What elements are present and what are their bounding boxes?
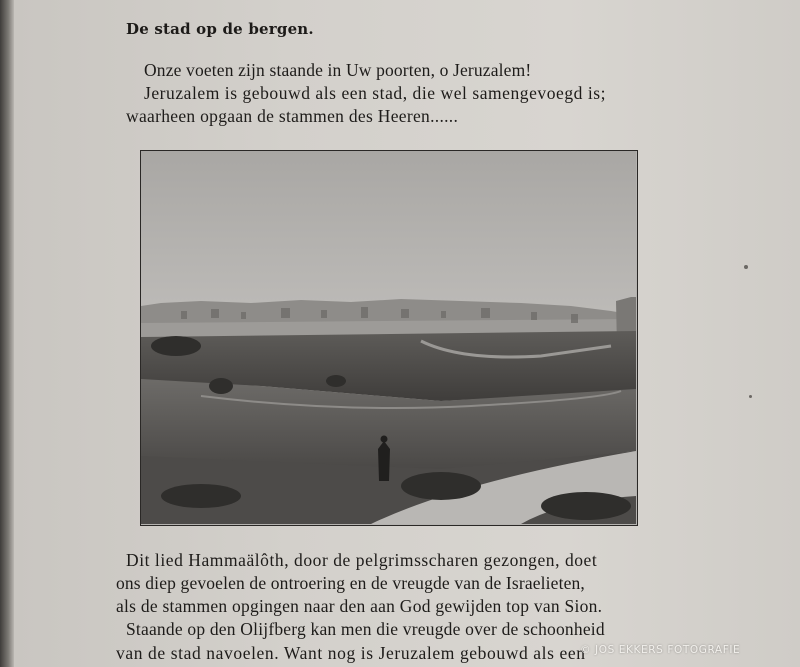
paper-spot xyxy=(749,395,752,398)
book-gutter xyxy=(0,0,14,667)
book-page xyxy=(14,0,800,667)
body-line: als de stammen opgingen naar den aan God gewijden top van Sion. xyxy=(116,596,603,616)
body-line: ons diep gevoelen de ontroering en de vreugde van de Israelieten, xyxy=(116,573,585,593)
jerusalem-photograph xyxy=(140,150,638,526)
intro-line: Jeruzalem is gebouwd als een stad, die wel samengevoegd is; xyxy=(144,83,607,103)
landscape-illustration xyxy=(141,151,636,524)
paper-spot xyxy=(744,265,748,269)
intro-line: Onze voeten zijn staande in Uw poorten, o Jeruzalem! xyxy=(144,60,532,80)
body-line: Staande op den Olijfberg kan men die vreugde over de schoonheid xyxy=(126,619,605,639)
body-line: van de stad navoelen. Want nog is Jeruzalem gebouwd als een xyxy=(116,643,586,663)
section-heading: De stad op de bergen. xyxy=(126,20,314,38)
standing-figure xyxy=(378,441,390,481)
intro-line: waarheen opgaan de stammen des Heeren...... xyxy=(126,106,459,126)
photographer-watermark: © JOS EKKERS FOTOGRAFIE xyxy=(580,644,741,656)
body-line: Dit lied Hammaälôth, door de pelgrimsscharen gezongen, doet xyxy=(126,550,598,570)
sky xyxy=(141,151,636,311)
